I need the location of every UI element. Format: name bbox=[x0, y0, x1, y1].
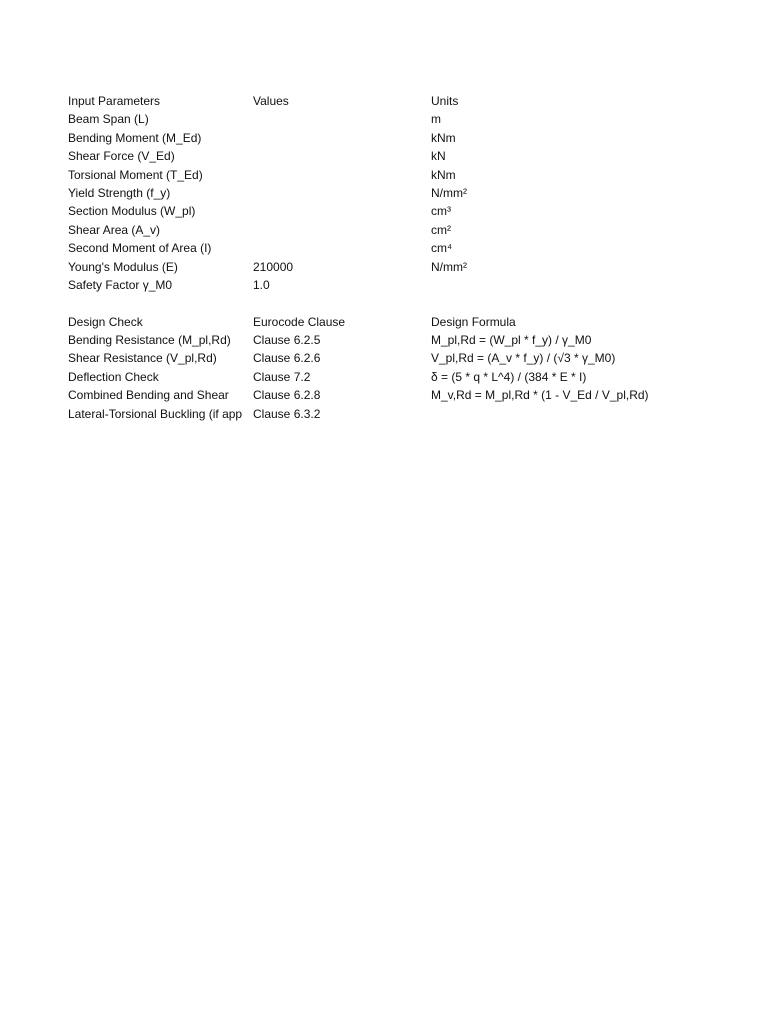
design-row-bending-resistance bbox=[68, 331, 728, 349]
empty-row[interactable] bbox=[68, 294, 728, 312]
formula-cell[interactable]: δ = (5 * q * L^4) / (384 * E * I) bbox=[431, 369, 587, 384]
value-cell[interactable] bbox=[253, 202, 431, 220]
unit-cell[interactable]: kNm bbox=[431, 167, 456, 182]
input-row-shear-force bbox=[68, 147, 728, 165]
value-cell[interactable]: 1.0 bbox=[253, 277, 270, 292]
input-row-beam-span bbox=[68, 110, 728, 128]
unit-cell[interactable]: N/mm² bbox=[431, 185, 467, 200]
unit-cell[interactable]: cm⁴ bbox=[431, 241, 453, 256]
parameter-cell[interactable]: Second Moment of Area (I) bbox=[68, 241, 212, 256]
clause-cell[interactable]: Clause 6.2.6 bbox=[253, 351, 321, 366]
check-cell[interactable]: Lateral-Torsional Buckling (if app bbox=[68, 406, 243, 421]
clause-cell[interactable]: Clause 6.2.8 bbox=[253, 388, 321, 403]
design-row-shear-resistance bbox=[68, 349, 728, 367]
formula-cell[interactable]: M_pl,Rd = (W_pl * f_y) / γ_M0 bbox=[431, 333, 592, 348]
design-row-combined bbox=[68, 386, 728, 404]
check-cell[interactable]: Combined Bending and Shear bbox=[68, 388, 229, 403]
parameter-cell[interactable]: Shear Area (A_v) bbox=[68, 222, 161, 237]
value-cell[interactable] bbox=[253, 147, 431, 165]
design-header-check[interactable]: Design Check bbox=[68, 314, 143, 329]
parameter-cell[interactable]: Shear Force (V_Ed) bbox=[68, 149, 175, 164]
parameter-cell[interactable]: Torsional Moment (T_Ed) bbox=[68, 167, 203, 182]
check-cell[interactable]: Deflection Check bbox=[68, 369, 159, 384]
input-row-bending-moment bbox=[68, 129, 728, 147]
value-cell[interactable] bbox=[253, 129, 431, 147]
parameter-cell[interactable]: Safety Factor γ_M0 bbox=[68, 277, 173, 292]
parameter-cell[interactable]: Beam Span (L) bbox=[68, 112, 149, 127]
design-header-formula[interactable]: Design Formula bbox=[431, 314, 516, 329]
clause-cell[interactable]: Clause 6.2.5 bbox=[253, 333, 321, 348]
unit-cell[interactable]: m bbox=[431, 112, 441, 127]
check-cell[interactable]: Bending Resistance (M_pl,Rd) bbox=[68, 333, 231, 348]
value-cell[interactable] bbox=[253, 221, 431, 239]
value-cell[interactable] bbox=[253, 110, 431, 128]
parameter-cell[interactable]: Bending Moment (M_Ed) bbox=[68, 130, 202, 145]
input-row-safety-factor bbox=[68, 276, 728, 294]
input-row-section-modulus bbox=[68, 202, 728, 220]
unit-cell[interactable]: kNm bbox=[431, 130, 456, 145]
design-header-clause[interactable]: Eurocode Clause bbox=[253, 314, 346, 329]
unit-cell[interactable] bbox=[431, 276, 731, 294]
value-cell[interactable]: 210000 bbox=[253, 259, 294, 274]
input-header-parameter[interactable]: Input Parameters bbox=[68, 94, 161, 108]
input-row-youngs-modulus bbox=[68, 258, 728, 276]
value-cell[interactable] bbox=[253, 166, 431, 184]
unit-cell[interactable]: cm³ bbox=[431, 204, 451, 219]
check-cell[interactable]: Shear Resistance (V_pl,Rd) bbox=[68, 351, 217, 366]
formula-cell[interactable] bbox=[431, 405, 731, 423]
design-row-deflection bbox=[68, 368, 728, 386]
input-header-row bbox=[68, 92, 728, 110]
input-row-shear-area bbox=[68, 221, 728, 239]
clause-cell[interactable]: Clause 6.3.2 bbox=[253, 406, 321, 421]
unit-cell[interactable]: cm² bbox=[431, 222, 451, 237]
formula-cell[interactable]: M_v,Rd = M_pl,Rd * (1 - V_Ed / V_pl,Rd) bbox=[431, 388, 649, 403]
clause-cell[interactable]: Clause 7.2 bbox=[253, 369, 311, 384]
input-row-torsional-moment bbox=[68, 166, 728, 184]
parameter-cell[interactable]: Young's Modulus (E) bbox=[68, 259, 178, 274]
input-row-second-moment bbox=[68, 239, 728, 257]
parameter-cell[interactable]: Section Modulus (W_pl) bbox=[68, 204, 196, 219]
value-cell[interactable] bbox=[253, 184, 431, 202]
value-cell[interactable] bbox=[253, 239, 431, 257]
input-header-unit[interactable]: Units bbox=[431, 94, 459, 108]
unit-cell[interactable]: N/mm² bbox=[431, 259, 467, 274]
parameter-cell[interactable]: Yield Strength (f_y) bbox=[68, 185, 171, 200]
unit-cell[interactable]: kN bbox=[431, 149, 446, 164]
input-header-value[interactable]: Values bbox=[253, 94, 289, 108]
input-row-yield-strength bbox=[68, 184, 728, 202]
formula-cell[interactable]: V_pl,Rd = (A_v * f_y) / (√3 * γ_M0) bbox=[431, 351, 616, 366]
design-row-ltb bbox=[68, 405, 728, 423]
design-header-row bbox=[68, 313, 728, 331]
spreadsheet-grid bbox=[68, 92, 728, 423]
